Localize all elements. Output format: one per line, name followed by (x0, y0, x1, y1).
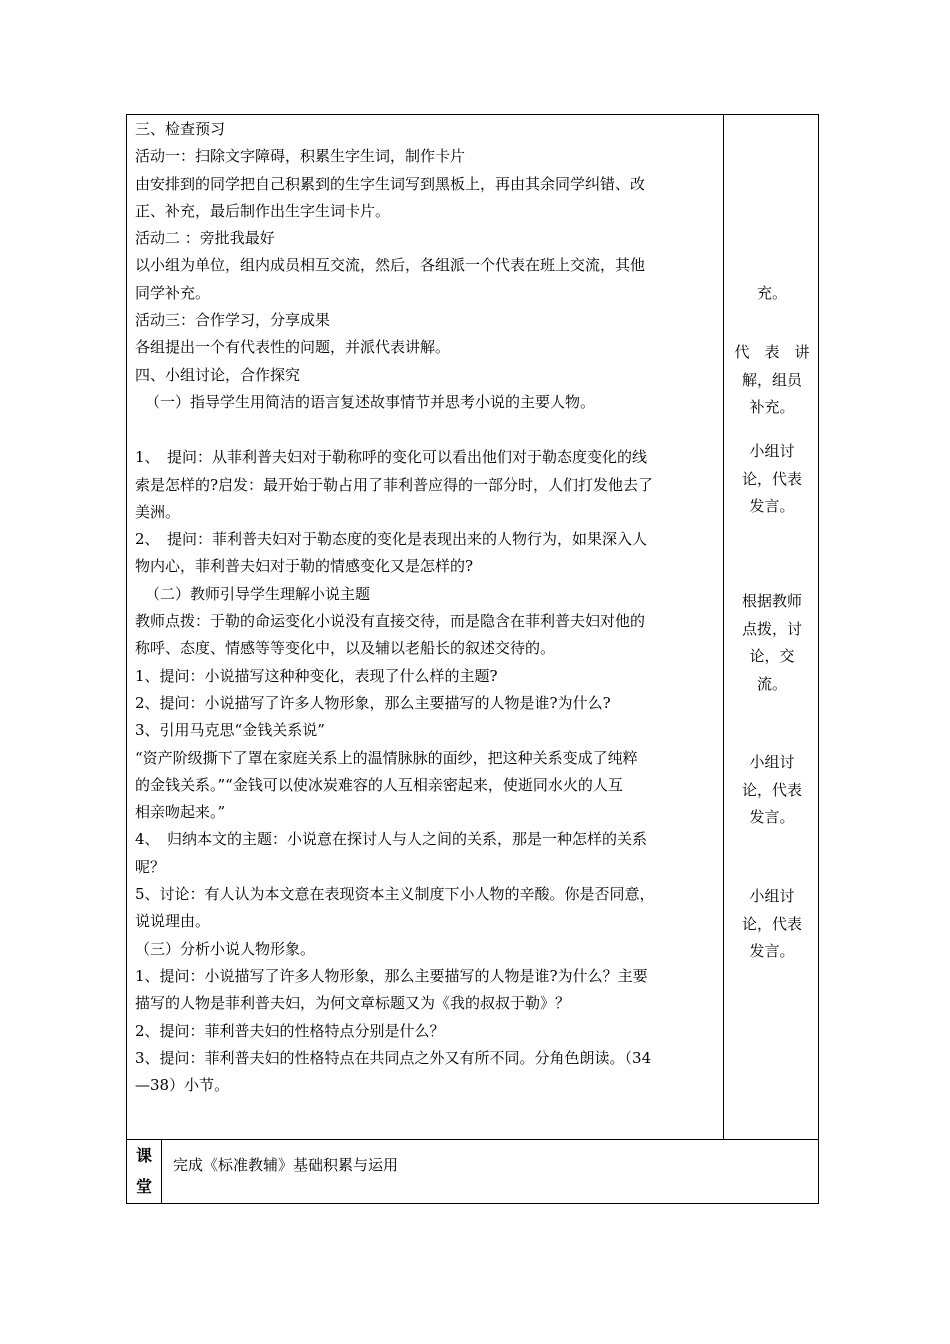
side-note-line: 论，代表 (741, 469, 802, 488)
question-2: 物内心，菲利普夫妇对于勒的情感变化又是怎样的? (135, 557, 474, 576)
side-note-line: 充。 (756, 284, 787, 302)
discussion-5: 5、讨论：有人认为本文意在表现资本主义制度下小人物的辛酸。你是否同意， (135, 885, 655, 904)
marx-quote: “资产阶级撕下了罩在家庭关系上的温情脉脉的面纱，把这种关系变成了纯粹 (135, 748, 638, 767)
side-note-line: 小组讨 (749, 887, 795, 905)
activity-3-text: 各组提出一个有代表性的问题，并派代表讲解。 (135, 338, 451, 357)
heading-check-preview: 三、检查预习 (135, 120, 226, 138)
side-note-line: 论，代表 (741, 780, 802, 799)
character-question-1: 描写的人物是菲利普夫妇，为何文章标题又为《我的叔叔于勒》？ (135, 994, 571, 1013)
spacer (135, 416, 720, 444)
table-right-border (818, 114, 819, 1204)
theme-question-2: 2、提问：小说描写了许多人物形象，那么主要描写的人物是谁?为什么? (135, 693, 611, 712)
question-1: 索是怎样的?启发：最开始于勒占用了菲利普应得的一部分时，人们打发他去了 (135, 475, 654, 494)
side-note-line: 论，交 (749, 647, 795, 665)
marx-quote: 的金钱关系。”“金钱可以使冰炭难容的人互相亲密起来，使逝同水火的人互 (135, 775, 623, 794)
side-note-4 (729, 588, 815, 698)
classroom-task: 完成《标准教辅》基础积累与运用 (173, 1156, 399, 1174)
row-label-classroom (128, 1140, 160, 1202)
activity-2-text: 同学补充。 (135, 283, 211, 302)
side-note-line: 论，代表 (741, 914, 802, 933)
side-note-line: 小组讨 (749, 442, 795, 460)
side-note-line: 流。 (756, 674, 787, 693)
side-note-line: 发言。 (749, 942, 795, 960)
side-note-line: 点拨，讨 (741, 619, 802, 638)
question-1: 1、 提问：从菲利普夫妇对于勒称呼的变化可以看出他们对于勒态度变化的线 (135, 448, 648, 467)
table-top-border (126, 114, 819, 115)
discussion-5: 说说理由。 (135, 912, 211, 931)
side-note-line: 发言。 (749, 497, 795, 515)
side-note-5 (729, 749, 815, 832)
activity-1-text: 正、补充，最后制作出生字生词卡片。 (135, 201, 391, 220)
question-1: 美洲。 (135, 502, 181, 521)
row-label-char: 堂 (135, 1177, 152, 1196)
side-note-line: 解，组员 (741, 370, 802, 389)
table-left-border (126, 114, 127, 1204)
character-question-3: 3、提问：菲利普夫妇的性格特点在共同点之外又有所不同。分角色朗读。（34 (135, 1048, 652, 1067)
side-note-line: 代 表 讲 (734, 343, 810, 361)
subheading-3: （三）分析小说人物形象。 (135, 939, 316, 958)
activity-2-text: 以小组为单位，组内成员相互交流，然后，各组派一个代表在班上交流，其他 (135, 256, 646, 275)
heading-group-discussion: 四、小组讨论，合作探究 (135, 365, 301, 384)
lesson-content (135, 116, 720, 1099)
column-divider (723, 114, 724, 1139)
activity-2-title: 活动二 ：旁批我最好 (135, 229, 275, 248)
table-bottom-border (126, 1203, 819, 1204)
teacher-guidance: 教师点拨：于勒的命运变化小说没有直接交待，而是隐含在菲利普夫妇对他的 (135, 612, 646, 631)
label-column-divider (161, 1139, 162, 1203)
row-label-char: 课 (135, 1146, 152, 1165)
marx-quote-title: 3、引用马克思“金钱关系说” (135, 721, 325, 740)
activity-3-title: 活动三：合作学习，分享成果 (135, 311, 331, 330)
activity-1-text: 由安排到的同学把自己积累到的生字生词写到黑板上，再由其余同学纠错、改 (135, 174, 646, 193)
side-note-6 (729, 883, 815, 966)
theme-summary: 呢？ (135, 857, 166, 876)
character-question-3: —38）小节。 (135, 1076, 230, 1095)
side-note-1 (729, 280, 815, 308)
question-2: 2、 提问：菲利普夫妇对于勒态度的变化是表现出来的人物行为，如果深入人 (135, 530, 648, 549)
side-note-2 (729, 339, 815, 422)
subheading-2: （二）教师引导学生理解小说主题 (145, 584, 371, 603)
activity-1-title: 活动一：扫除文字障碍，积累生字生词，制作卡片 (135, 147, 466, 166)
teacher-guidance: 称呼、态度、情感等等变化中，以及辅以老船长的叙述交待的。 (135, 639, 556, 658)
theme-summary: 4、 归纳本文的主题：小说意在探讨人与人之间的关系，那是一种怎样的关系 (135, 830, 648, 849)
side-note-line: 发言。 (749, 808, 795, 826)
marx-quote: 相亲吻起来。” (135, 803, 226, 822)
subheading-1: （一）指导学生用简洁的语言复述故事情节并思考小说的主要人物。 (145, 392, 596, 411)
theme-question-1: 1、提问：小说描写这种种变化，表现了什么样的主题? (135, 666, 498, 685)
side-note-3 (729, 438, 815, 521)
row-divider (126, 1139, 819, 1140)
character-question-2: 2、提问：菲利普夫妇的性格特点分别是什么？ (135, 1021, 445, 1040)
character-question-1: 1、提问：小说描写了许多人物形象，那么主要描写的人物是谁?为什么？主要 (135, 966, 648, 985)
side-note-line: 补充。 (749, 398, 795, 416)
side-note-line: 根据教师 (741, 592, 802, 610)
side-note-line: 小组讨 (749, 753, 795, 771)
